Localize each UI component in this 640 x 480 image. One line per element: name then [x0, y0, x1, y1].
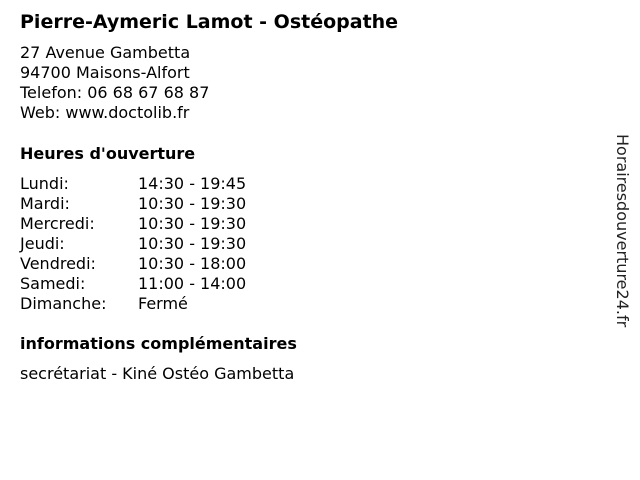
hours-day: Samedi:	[20, 274, 86, 293]
address-city: 94700 Maisons-Alfort	[20, 63, 190, 82]
hours-time: 11:00 - 14:00	[138, 274, 247, 293]
hours-time: 10:30 - 18:00	[138, 254, 247, 273]
additional-info-text: secrétariat - Kiné Ostéo Gambetta	[20, 364, 295, 383]
hours-time: 10:30 - 19:30	[138, 194, 247, 213]
hours-day: Mardi:	[20, 194, 70, 213]
hours-time: 14:30 - 19:45	[138, 174, 247, 193]
hours-time: Fermé	[138, 294, 188, 313]
page-title: Pierre-Aymeric Lamot - Ostéopathe	[20, 11, 399, 33]
hours-time: 10:30 - 19:30	[138, 234, 247, 253]
website-link: Web: www.doctolib.fr	[20, 103, 190, 122]
additional-info-heading: informations complémentaires	[20, 334, 297, 353]
hours-time: 10:30 - 19:30	[138, 214, 247, 233]
hours-day: Jeudi:	[20, 234, 65, 253]
site-watermark: Horairesdouverture24.fr	[613, 134, 632, 328]
phone-number: Telefon: 06 68 67 68 87	[20, 83, 210, 102]
hours-day: Mercredi:	[20, 214, 95, 233]
hours-day: Dimanche:	[20, 294, 107, 313]
hours-day: Lundi:	[20, 174, 69, 193]
hours-day: Vendredi:	[20, 254, 96, 273]
address-block	[20, 43, 209, 123]
address-street: 27 Avenue Gambetta	[20, 43, 191, 62]
opening-hours-heading: Heures d'ouverture	[20, 144, 196, 163]
